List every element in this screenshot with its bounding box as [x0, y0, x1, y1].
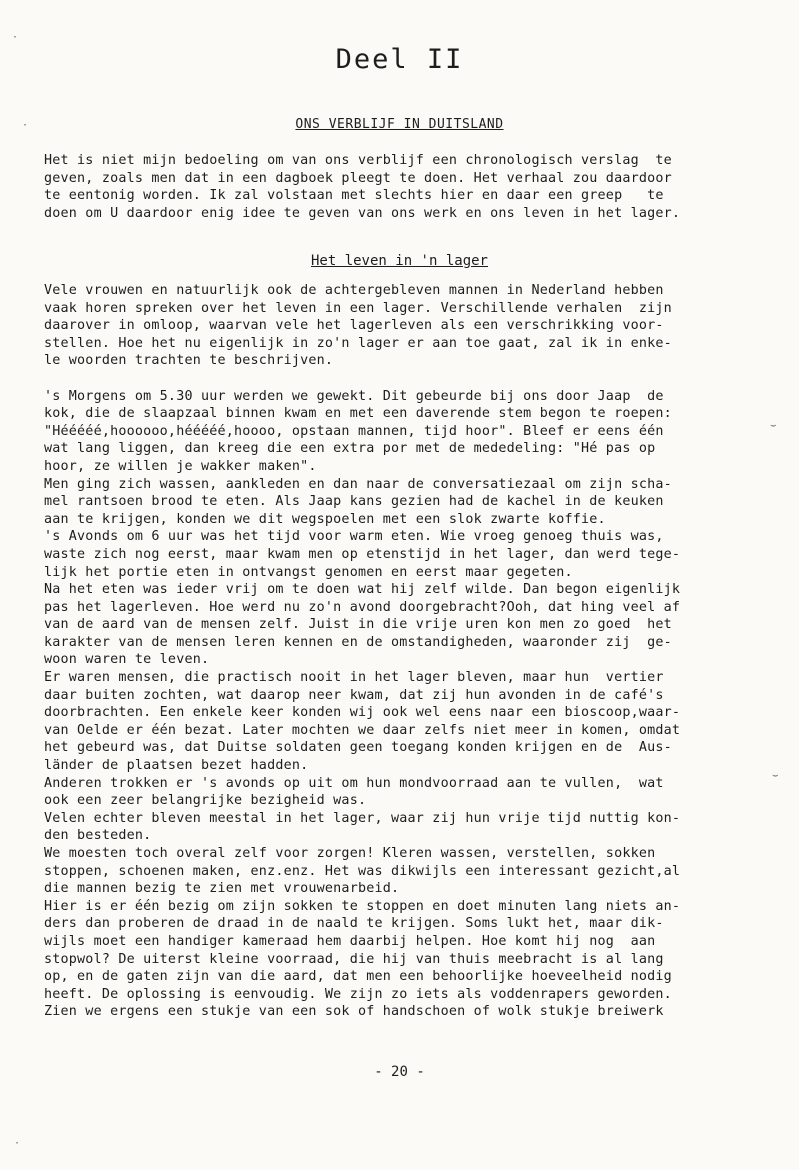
text-line: Men ging zich wassen, aankleden en dan naar de conversatiezaal om zijn scha-: [44, 476, 672, 492]
scan-speck: ·: [14, 1138, 21, 1149]
text-line: aan te krijgen, konden we dit wegspoelen met een slok zwarte koffie.: [44, 511, 606, 527]
text-line: ook een zeer belangrijke bezigheid was.: [44, 793, 367, 809]
text-line: wijls moet een handiger kameraad hem daarbij helpen. Hoe komt hij nog aan: [44, 933, 656, 949]
page-number: - 20 -: [374, 1064, 425, 1080]
text-line: mel rantsoen brood te eten. Als Jaap kans gezien had de kachel in de keuken: [44, 494, 664, 510]
scan-speck: ⌣: [772, 770, 779, 781]
text-line: 's Morgens om 5.30 uur werden we gewekt. Dit gebeurde bij ons door Jaap de: [44, 388, 664, 404]
text-line: stoppen, schoenen maken, enz.enz. Het was dikwijls een interessant gezicht,al: [44, 863, 681, 879]
text-line: doorbrachten. Een enkele keer konden wij ook wel eens naar een bioscoop,waar-: [44, 705, 681, 721]
text-line: te eentonig worden. Ik zal volstaan met slechts hier en daar een greep te: [44, 188, 664, 204]
scan-speck: ·: [22, 120, 29, 131]
text-line: daar buiten zochten, wat daarop neer kwam, dat zij hun avonden in de café's: [44, 687, 664, 703]
text-line: hoor, ze willen je wakker maken".: [44, 458, 317, 474]
text-line: stopwol? De uiterst kleine voorraad, die hij van thuis meebracht is al lang: [44, 951, 664, 967]
text-line: lijk het portie eten in ontvangst genomen en eerst maar gegeten.: [44, 564, 573, 580]
text-line: op, en de gaten zijn van die aard, dat men een behoorlijke hoeveelheid nodig: [44, 969, 672, 985]
text-line: geven, zoals men dat in een dagboek pleegt te doen. Het verhaal zou daardoor: [44, 170, 672, 186]
text-line: le woorden trachten te beschrijven.: [44, 353, 334, 369]
text-line: stellen. Hoe het nu eigenlijk in zo'n lager er aan toe gaat, zal ik in enke-: [44, 335, 672, 351]
text-line: karakter van de mensen leren kennen en de omstandigheden, waaronder zij ge-: [44, 634, 672, 650]
text-line: "Hééééé,hoooooo,hééééé,hoooo, opstaan mannen, tijd hoor". Bleef er eens één: [44, 423, 664, 439]
text-line: 's Avonds om 6 uur was het tijd voor warm eten. Wie vroeg genoeg thuis was,: [44, 529, 664, 545]
text-line: [44, 370, 764, 388]
scan-speck: ·: [12, 32, 19, 43]
chapter-subtitle: ONS VERBLIJF IN DUITSLAND: [295, 117, 504, 132]
text-line: kok, die de slaapzaal binnen kwam en met een daverende stem begon te roepen:: [44, 406, 672, 422]
chapter-heading: Deel II: [335, 44, 464, 75]
text-line: vaak horen spreken over het leven in een lager. Verschillende verhalen zijn: [44, 300, 672, 316]
text-line: doen om U daardoor enig idee te geven van ons werk en ons leven in het lager.: [44, 205, 681, 221]
text-line: waste zich nog eerst, maar kwam men op etenstijd in het lager, dan werd tege-: [44, 546, 681, 562]
text-line: Vele vrouwen en natuurlijk ook de achtergebleven mannen in Nederland hebben: [44, 283, 664, 298]
body-text: [44, 282, 764, 1021]
text-line: die mannen bezig te zien met vrouwenarbeid.: [44, 881, 400, 897]
text-line: We moesten toch overal zelf voor zorgen! Kleren wassen, verstellen, sokken: [44, 846, 656, 861]
text-line: Na het eten was ieder vrij om te doen wat hij zelf wilde. Dan begon eigenlijk: [44, 582, 681, 598]
text-line: heeft. De oplossing is eenvoudig. We zijn zo iets als voddenrapers geworden.: [44, 986, 672, 1002]
text-line: Velen echter bleven meestal in het lager, waar zij hun vrije tijd nuttig kon-: [44, 810, 681, 826]
text-line: den besteden.: [44, 828, 152, 844]
text-line: van de aard van de mensen zelf. Juist in die vrije uren kon men zo goed het: [44, 617, 672, 633]
text-line: ders dan proberen de draad in de naald te krijgen. Soms lukt het, maar dik-: [44, 916, 664, 932]
text-line: het gebeurd was, dat Duitse soldaten geen toegang konden krijgen en de Aus-: [44, 740, 672, 756]
intro-paragraph: [44, 152, 764, 222]
text-line: Zien we ergens een stukje van een sok of handschoen of wolk stukje breiwerk: [44, 1004, 664, 1020]
text-line: pas het lagerleven. Hoe werd nu zo'n avond doorgebracht?Ooh, dat hing veel af: [44, 599, 681, 615]
text-line: Hier is er één bezig om zijn sokken te stoppen en doet minuten lang niets an-: [44, 898, 681, 914]
scan-speck: ⌣: [770, 420, 777, 431]
section-title: Het leven in 'n lager: [310, 253, 488, 269]
text-line: van Oelde er één bezat. Later mochten we daar zelfs niet meer in komen, omdat: [44, 722, 681, 738]
text-line: Anderen trokken er 's avonds op uit om hun mondvoorraad aan te vullen, wat: [44, 775, 664, 791]
text-line: Het is niet mijn bedoeling om van ons verblijf een chronologisch verslag te: [44, 153, 672, 168]
text-line: Er waren mensen, die practisch nooit in het lager bleven, maar hun vertier: [44, 670, 664, 686]
text-line: woon waren te leven.: [44, 652, 210, 668]
text-line: länder de plaatsen bezet hadden.: [44, 758, 309, 774]
text-line: wat lang liggen, dan kreeg die een extra por met de mededeling: "Hé pas op: [44, 441, 656, 457]
text-line: daarover in omloop, waarvan vele het lagerleven als een verschrikking voor-: [44, 318, 664, 334]
